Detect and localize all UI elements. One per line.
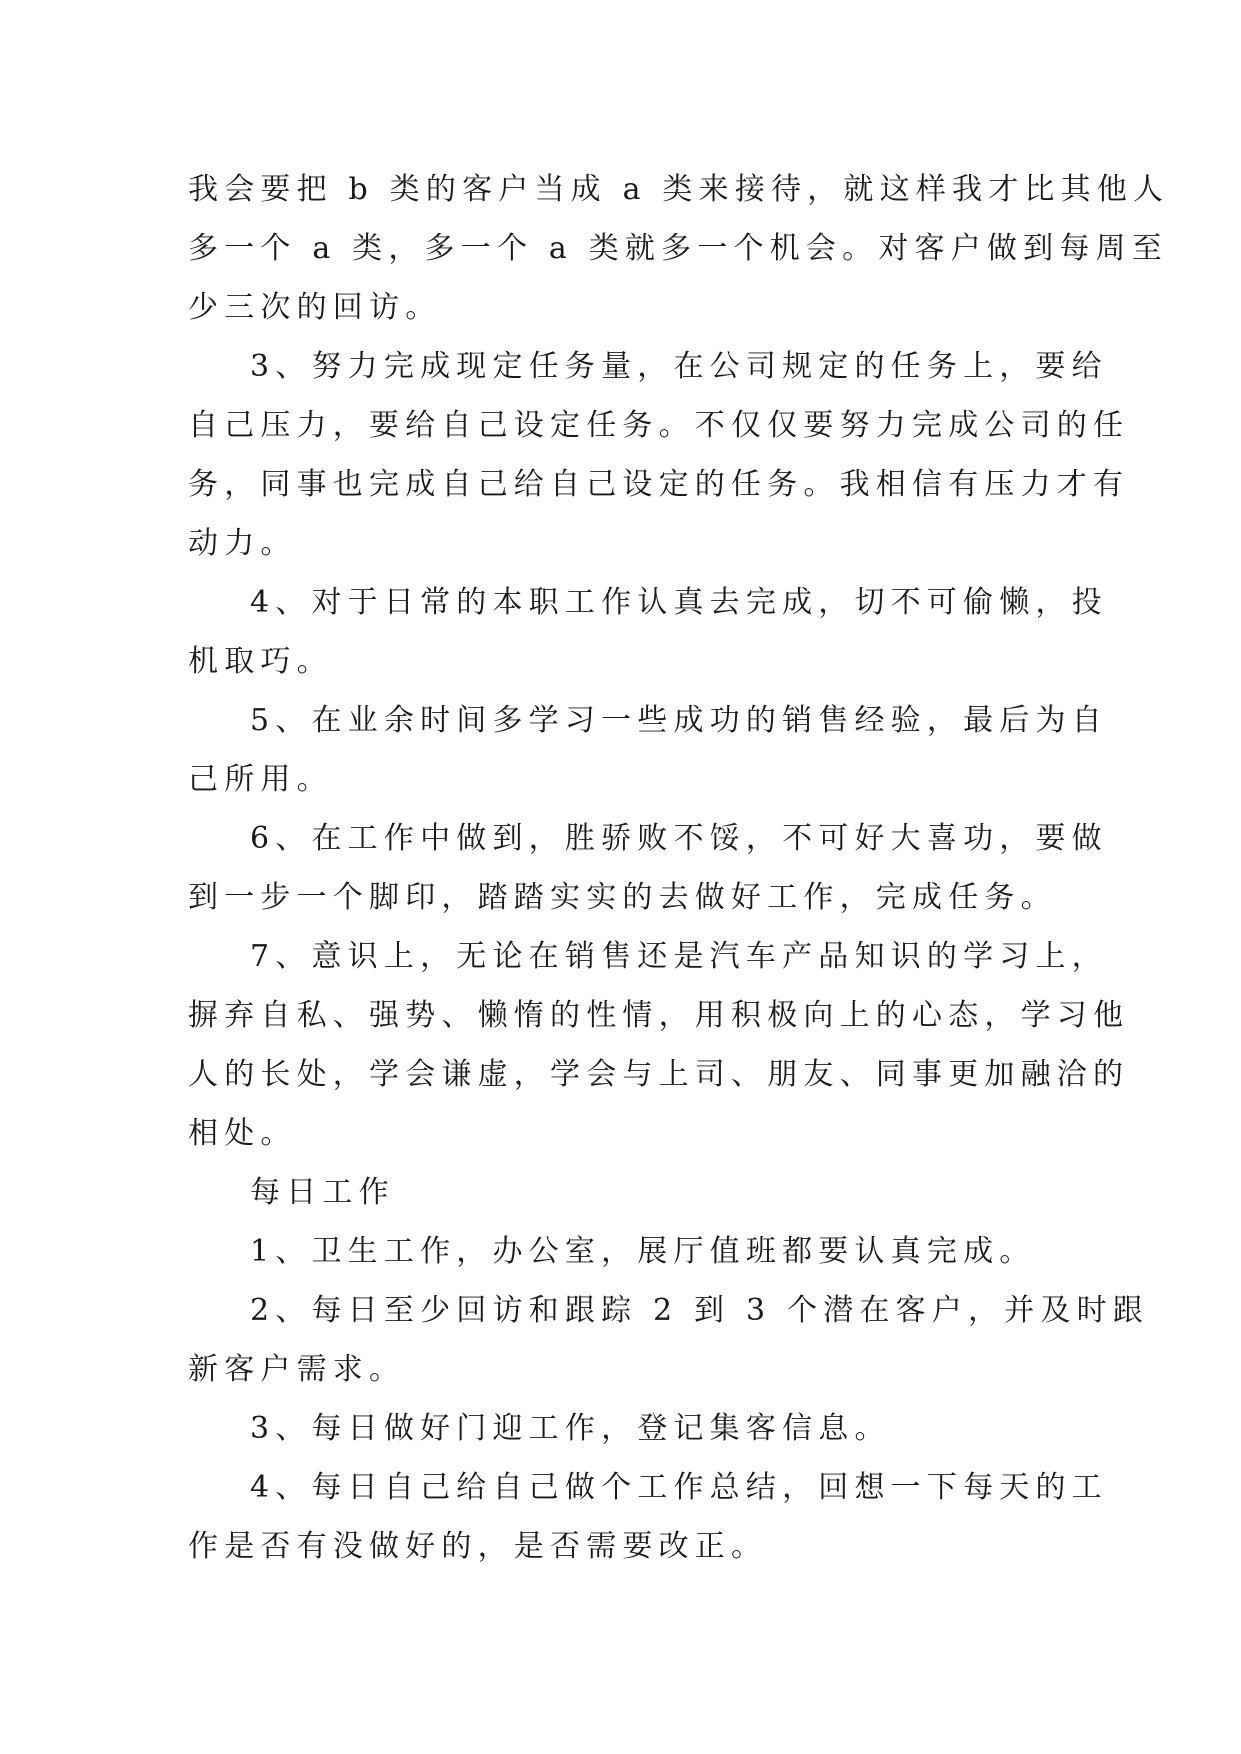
paragraph-line: 机取巧。 — [188, 644, 333, 679]
list-item-line: 3、努力完成现定任务量，在公司规定的任务上，要给 — [250, 349, 1108, 384]
paragraph-line: 动力。 — [188, 526, 297, 561]
list-item-line: 1、卫生工作，办公室，展厅值班都要认真完成。 — [250, 1234, 1036, 1269]
paragraph-line: 到一步一个脚印，踏踏实实的去做好工作，完成任务。 — [188, 880, 1057, 915]
paragraph-line: 我会要把 b 类的客户当成 a 类来接待，就这样我才比其他人 — [188, 172, 1170, 207]
list-item-line: 4、每日自己给自己做个工作总结，回想一下每天的工 — [250, 1470, 1108, 1505]
paragraph-line: 自己压力，要给自己设定任务。不仅仅要努力完成公司的任 — [188, 408, 1130, 443]
list-item-line: 2、每日至少回访和跟踪 2 到 3 个潜在客户，并及时跟 — [250, 1293, 1150, 1328]
paragraph-line: 相处。 — [188, 1116, 297, 1151]
document-body — [188, 160, 1170, 1576]
list-item-line: 7、意识上，无论在销售还是汽车产品知识的学习上， — [250, 939, 1108, 974]
section-heading: 每日工作 — [250, 1175, 395, 1210]
list-item-line: 6、在工作中做到，胜骄败不馁，不可好大喜功，要做 — [250, 821, 1108, 856]
paragraph-line: 务，同事也完成自己给自己设定的任务。我相信有压力才有 — [188, 467, 1130, 502]
list-item-line: 3、每日做好门迎工作，登记集客信息。 — [250, 1411, 891, 1446]
paragraph-line: 少三次的回访。 — [188, 290, 442, 325]
paragraph-line: 摒弃自私、强势、懒惰的性情，用积极向上的心态，学习他 — [188, 998, 1130, 1033]
paragraph-line: 新客户需求。 — [188, 1352, 406, 1387]
paragraph-line: 多一个 a 类，多一个 a 类就多一个机会。对客户做到每周至 — [188, 231, 1168, 266]
paragraph-line: 作是否有没做好的，是否需要改正。 — [188, 1529, 768, 1564]
list-item-line: 4、对于日常的本职工作认真去完成，切不可偷懒，投 — [250, 585, 1108, 620]
paragraph-line: 人的长处，学会谦虚，学会与上司、朋友、同事更加融洽的 — [188, 1057, 1130, 1092]
list-item-line: 5、在业余时间多学习一些成功的销售经验，最后为自 — [250, 703, 1108, 738]
paragraph-line: 己所用。 — [188, 762, 333, 797]
